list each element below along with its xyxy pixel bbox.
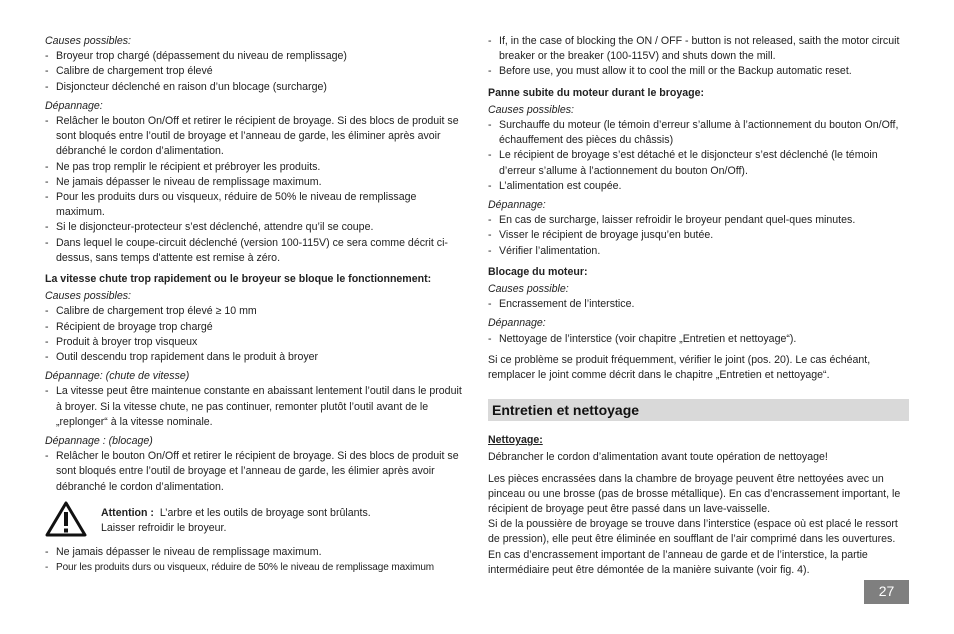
paragraph: Si de la poussière de broyage se trouve dans l’interstice (espace où est placé le ressort de pression), elle peut être éliminée en soufflant de l’air comprimé dans les ouvertures. [488,518,898,546]
heading-panne: Panne subite du moteur durant le broyage: [488,86,705,99]
list-item: - Récipient de broyage trop chargé [45,320,467,335]
list-item: - Dans lequel le coupe-circuit déclenché (version 100-115V) ce sera comme décrit ci-dessus, sans temps d'attente est remise à zéro. [45,236,467,266]
heading-blocage: Blocage du moteur: [488,265,588,278]
list-item: - Encrassement de l’interstice. [488,297,909,312]
list-item: - Disjoncteur déclenché en raison d’un blocage (surcharge) [45,80,467,95]
list-item: - En cas de surcharge, laisser refroidir le broyeur pendant quel-ques minutes. [488,213,909,228]
paragraph: Débrancher le cordon d’alimentation avant toute opération de nettoyage! [488,451,828,464]
causes-label: Causes possibles: [488,103,574,116]
final-list [45,545,467,575]
list-item: - Vérifier l’alimentation. [488,244,909,259]
list-item: - Le récipient de broyage s’est détaché et le disjoncteur s’est déclenché (le témoin d’erreur s’allume à l’actionnement du bouton On/Off). [488,148,909,178]
paragraph: En cas d’encrassement important de l’anneau de garde et de l’interstice, la partie intermédiaire peut être démontée de la manière suivante (voir fig. 4). [488,548,868,576]
section-title: Entretien et nettoyage [492,401,640,418]
depannage-label: Dépannage: [488,317,546,330]
list-item: - Broyeur trop chargé (dépassement du niveau de remplissage) [45,49,467,64]
depannage-list [45,449,467,495]
nettoyage-label: Nettoyage: [488,434,543,447]
right-column [488,34,909,578]
depannage-list [488,213,909,259]
causes-list [45,49,467,95]
left-column [45,34,467,575]
list-item: - Pour les produits durs ou visqueux, réduire de 50% le niveau de remplissage maximum. [45,190,467,220]
attention-text: L’arbre et les outils de broyage sont brûlants. [159,506,371,519]
list-item: - If, in the case of blocking the ON / OFF - button is not released, saith the motor circuit breaker or the breaker (100-115V) and shuts down the mill. [488,34,909,64]
causes-list [45,304,467,365]
list-item: - Relâcher le bouton On/Off et retirer le récipient de broyage. Si des blocs de produit se sont bloqués entre l’outil de broyage et l’anneau de garde, les élimier après avoir débranché le cordon d’alimentation. [45,449,467,495]
list-item: - Outil descendu trop rapidement dans le produit à broyer [45,350,467,365]
attention-text-block [101,501,371,536]
attention-text-2: Laisser refroidir le broyeur. [101,522,227,535]
section-bar [488,399,909,421]
depannage-list [45,384,467,430]
list-item: - Ne pas trop remplir le récipient et prébroyer les produits. [45,160,467,175]
causes-list [488,118,909,194]
heading-vitesse: La vitesse chute trop rapidement ou le broyeur se bloque le fonctionnement: [45,273,432,286]
list-item: - Nettoyage de l’interstice (voir chapitre „Entretien et nettoyage“). [488,332,909,347]
causes-label: Causes possibles: [45,290,131,303]
list-item: - Ne jamais dépasser le niveau de remplissage maximum. [45,545,467,560]
attention-box [45,501,467,537]
list-item: - Before use, you must allow it to cool the mill or the Backup automatic reset. [488,64,909,79]
list-item: - Pour les produits durs ou visqueux, réduire de 50% le niveau de remplissage maximum [45,560,467,575]
list-item: - Surchauffe du moteur (le témoin d’erreur s’allume à l’actionnement du bouton On/Off, échauffement des pièces du châssis) [488,118,909,148]
warning-triangle-icon [45,501,87,537]
list-item: - Calibre de chargement trop élevé ≥ 10 mm [45,304,467,319]
list-item: - Calibre de chargement trop élevé [45,64,467,79]
depannage-label: Dépannage: (chute de vitesse) [45,370,190,383]
depannage-label: Dépannage: [488,199,546,212]
depannage-label: Dépannage : (blocage) [45,435,153,448]
paragraph: Les pièces encrassées dans la chambre de broyage peuvent être nettoyées avec un pinceau ou une brosse (pas de brosse métallique). En cas d’encrassement important, le récipient de broyage peut être passé dans un lave-vaisselle. [488,472,901,516]
top-list [488,34,909,80]
depannage-list [488,332,909,347]
causes-label: Causes possibles: [45,35,131,47]
list-item: - La vitesse peut être maintenue constante en abaissant lentement l’outil dans le produit à broyer. Si la vitesse chute, ne pas continuer, remonter plutôt l’outil avant de le „replonger“ à la vitesse nominale. [45,384,467,430]
list-item: - Visser le récipient de broyage jusqu’en butée. [488,228,909,243]
causes-label: Causes possible: [488,283,569,296]
causes-list [488,297,909,312]
joint-paragraph: Si ce problème se produit fréquemment, vérifier le joint (pos. 20). Le cas échéant, remplacer le joint comme décrit dans le chapitre „Entretien et nettoyage“. [488,353,871,382]
page-number: 27 [864,580,909,604]
attention-label: Attention : [101,506,154,519]
list-item: - Produit à broyer trop visqueux [45,335,467,350]
depannage-list [45,114,467,266]
list-item: - L’alimentation est coupée. [488,179,909,194]
depannage-label: Dépannage: [45,99,103,112]
list-item: - Relâcher le bouton On/Off et retirer le récipient de broyage. Si des blocs de produit se sont bloqués entre l’outil de broyage et l’anneau de garde, les éliminer après avoir débranché le cordon d’alimentation. [45,114,467,160]
list-item: - Ne jamais dépasser le niveau de remplissage maximum. [45,175,467,190]
list-item: - Si le disjoncteur-protecteur s’est déclenché, attendre qu’il se coupe. [45,220,467,235]
